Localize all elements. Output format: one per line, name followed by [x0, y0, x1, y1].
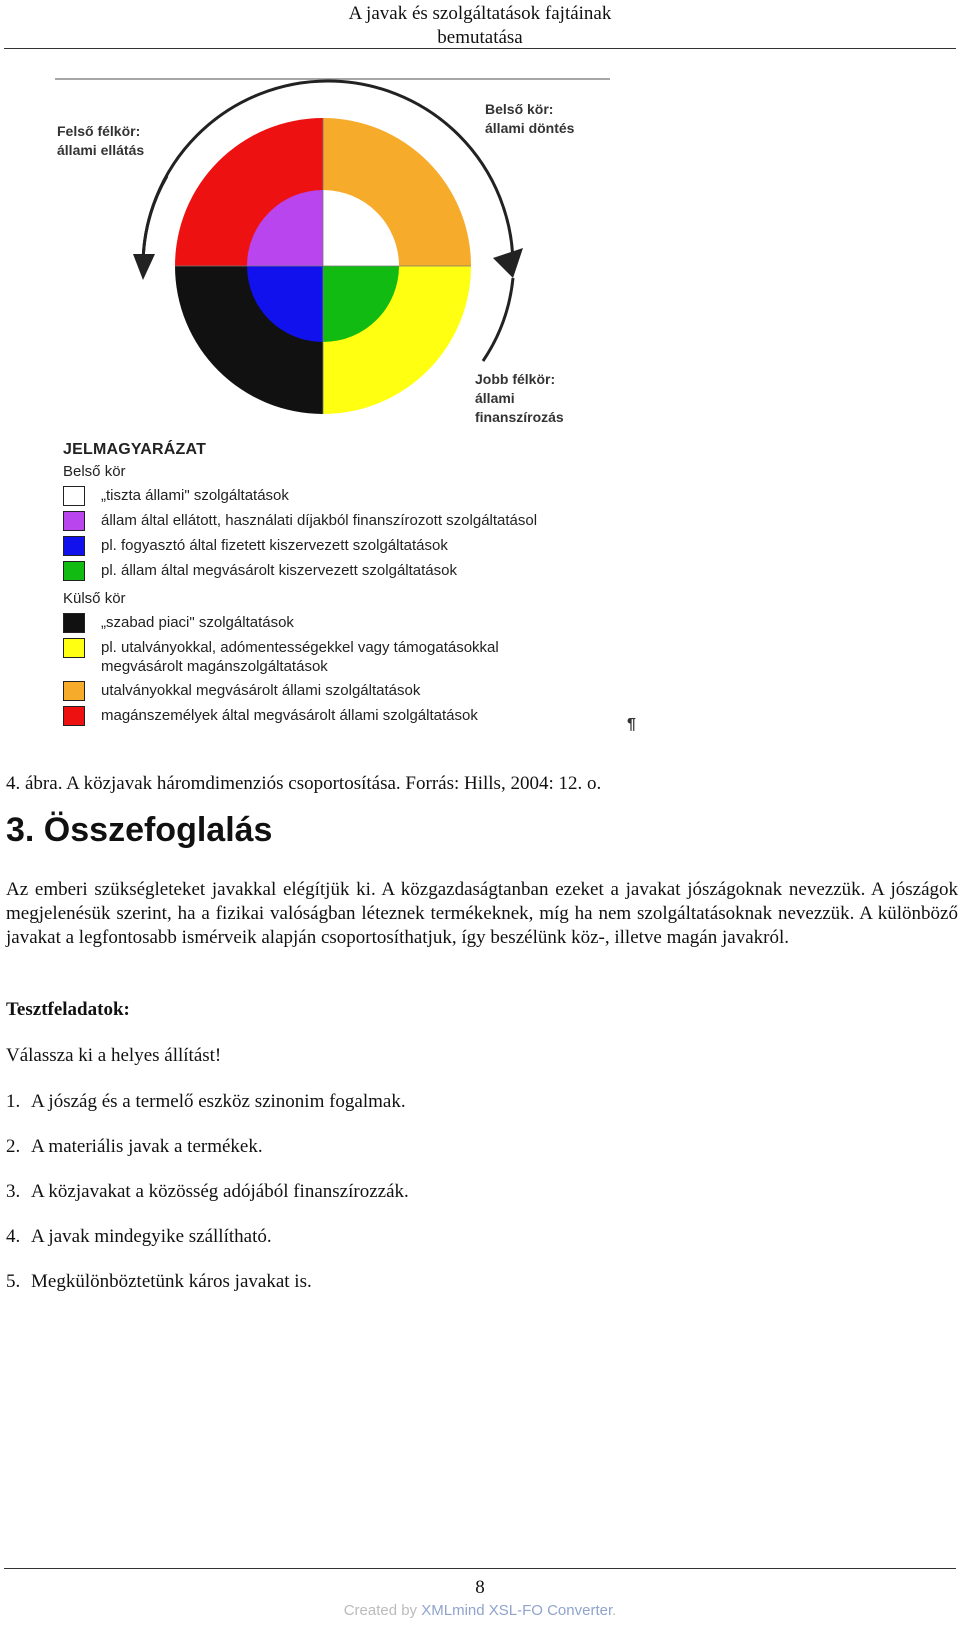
- legend-swatch: [63, 706, 85, 726]
- legend-swatch: [63, 561, 85, 581]
- legend-item: pl. utalványokkal, adómentességekkel vagy támogatásokkal megvásárolt magánszolgáltatások: [63, 638, 663, 676]
- legend-swatch: [63, 536, 85, 556]
- figure-caption: 4. ábra. A közjavak háromdimenziós csoportosítása. Forrás: Hills, 2004: 12. o.: [6, 773, 602, 794]
- test-question: 5. Megkülönböztetünk káros javakat is.: [6, 1271, 312, 1292]
- header-rule: [4, 48, 956, 49]
- label-top-right: Belső kör: állami döntés: [485, 101, 575, 136]
- legend-inner-title: Belső kör: [63, 463, 126, 480]
- legend-item: magánszemélyek által megvásárolt állami szolgáltatások: [63, 706, 663, 726]
- pilcrow-mark: ¶: [627, 716, 636, 733]
- figure-public-goods-diagram: [55, 76, 655, 751]
- label-bottom-right: Jobb félkör: állami finanszírozás: [475, 371, 564, 425]
- legend-swatch: [63, 638, 85, 658]
- legend-item: utalványokkal megvásárolt állami szolgáltatások: [63, 681, 663, 701]
- test-question: 4. A javak mindegyike szállítható.: [6, 1226, 272, 1247]
- test-question: 3. A közjavakat a közösség adójából finanszírozzák.: [6, 1181, 409, 1202]
- header-title-line1: A javak és szolgáltatások fajtáinak: [348, 3, 612, 24]
- legend: [63, 440, 663, 728]
- legend-item: „szabad piaci" szolgáltatások: [63, 613, 663, 633]
- legend-outer-title: Külső kör: [63, 590, 126, 607]
- outer-arc-right-lower: [483, 278, 513, 361]
- page-number: 8: [475, 1577, 485, 1598]
- outer-arc-left: [143, 176, 167, 266]
- converter-credit: Created by XMLmind XSL-FO Converter.: [343, 1602, 617, 1619]
- arrowhead-right-icon: [493, 248, 523, 278]
- legend-item: pl. fogyasztó által fizetett kiszervezett szolgáltatások: [63, 536, 663, 556]
- running-header: [0, 0, 960, 50]
- label-top-left: Felső félkör: állami ellátás: [57, 123, 145, 158]
- test-question: 2. A materiális javak a termékek.: [6, 1136, 263, 1157]
- legend-swatch: [63, 486, 85, 506]
- converter-link[interactable]: XMLmind XSL-FO Converter: [421, 1602, 613, 1619]
- test-instruction: Válassza ki a helyes állítást!: [6, 1045, 222, 1066]
- legend-title: JELMAGYARÁZAT: [63, 441, 207, 458]
- summary-paragraph: Az emberi szükségleteket javakkal elégítjük ki. A közgazdaságtanban ezeket a javakat jószágoknak nevezzük. A jószágok megjelenésük szerint, ha a fizikai valóságban léteznek termékeknek, míg ha nem szolgáltatásoknak nevezzük. A különböző javakat a legfontosabb ismérveik alapján csoportosíthatjuk, így beszélünk köz-, illetve magán javakról.: [6, 879, 958, 948]
- test-question: 1. A jószág és a termelő eszköz szinonim fogalmak.: [6, 1091, 406, 1112]
- legend-item: pl. állam által megvásárolt kiszervezett szolgáltatások: [63, 561, 663, 581]
- footer-rule: [4, 1568, 956, 1569]
- legend-item: „tiszta állami" szolgáltatások: [63, 486, 663, 506]
- legend-swatch: [63, 613, 85, 633]
- legend-swatch: [63, 681, 85, 701]
- test-heading: Tesztfeladatok:: [6, 999, 130, 1020]
- legend-item: állam által ellátott, használati díjakból finanszírozott szolgáltatásol: [63, 511, 663, 531]
- legend-swatch: [63, 511, 85, 531]
- section-title: 3. Összefoglalás: [6, 811, 273, 849]
- arrowhead-left-icon: [133, 254, 155, 280]
- header-title-line2: bemutatása: [437, 27, 523, 48]
